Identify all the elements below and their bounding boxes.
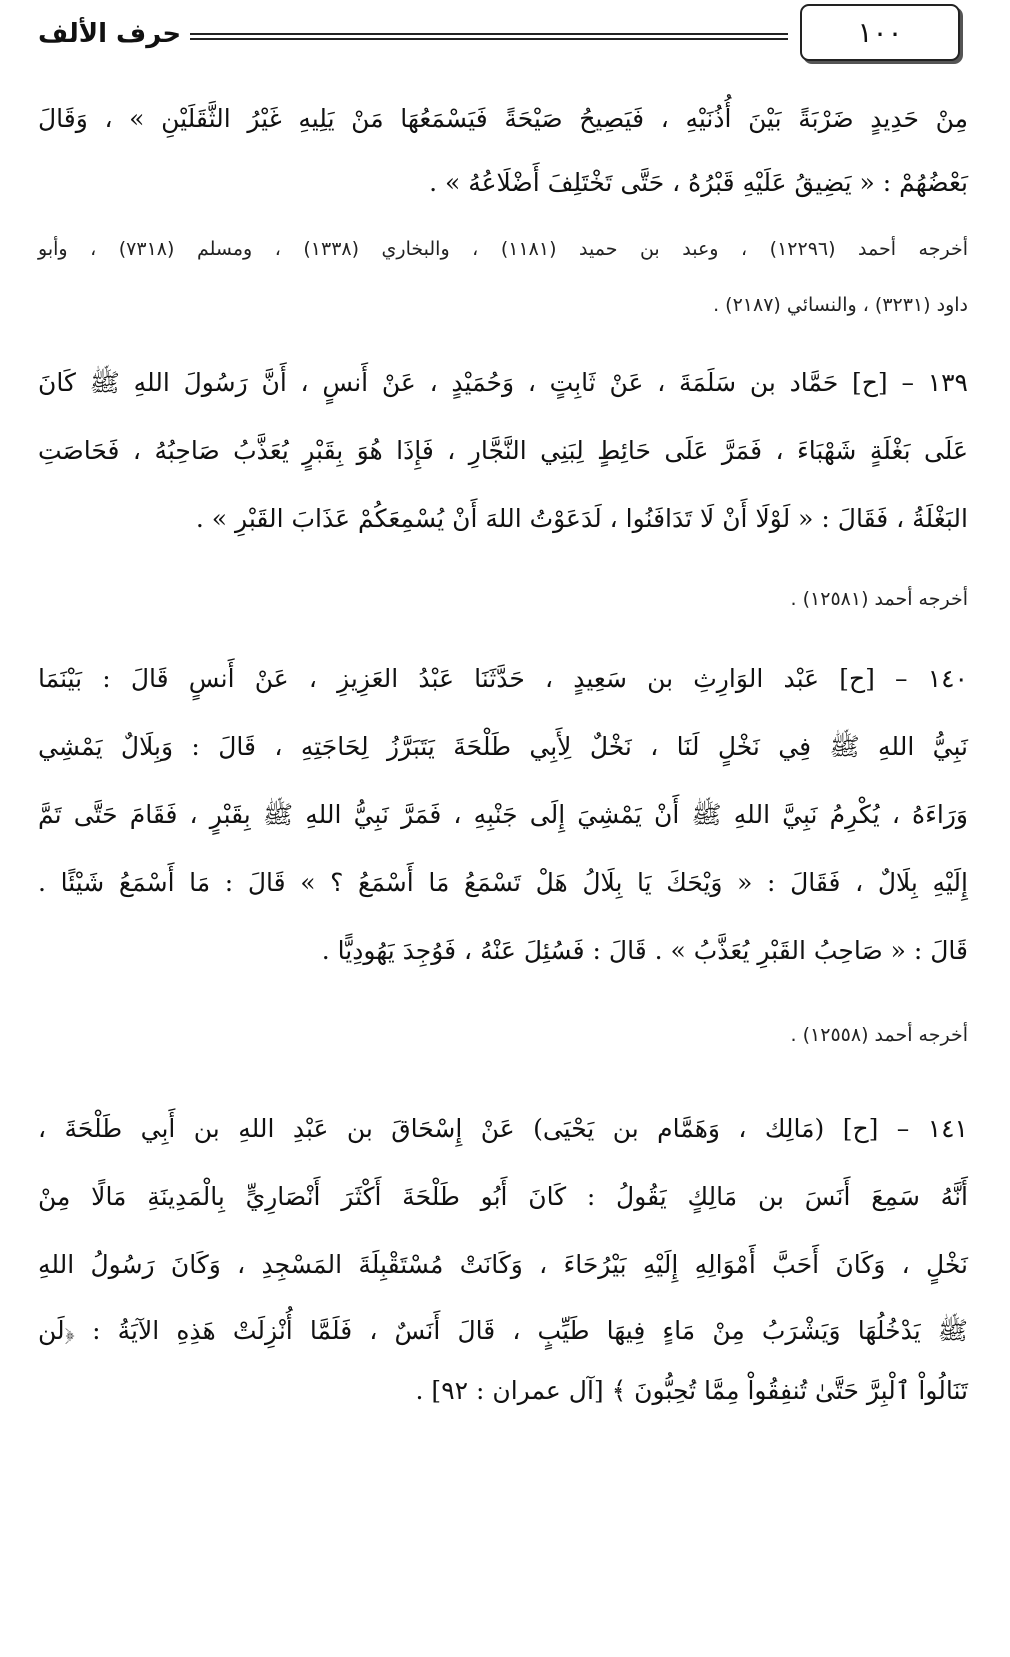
source-citation-line: داود (٣٢٣١) ، والنسائي (٢١٨٧) . [713,294,968,316]
hadith-140-line: إِلَيْهِ بِلَالٌ ، فَقَالَ : « وَيْحَكَ يَا بِلَالُ هَلْ تَسْمَعُ مَا أَسْمَعُ ؟ » قَالَ : مَا أَسْمَعُ شَيْئًا . [38,868,968,897]
chapter-title: حرف الألف [38,19,182,49]
hadith-141-line: تَنَالُواْ ٱلْبِرَّ حَتَّىٰ تُنفِقُواْ مِمَّا تُحِبُّونَ ﴾ [آل عمران : ٩٢] . [415,1376,968,1405]
hadith-140-line: وَرَاءَهُ ، يُكْرِمُ نَبِيَّ اللهِ ﷺ أَنْ يَمْشِيَ إِلَى جَنْبِهِ ، فَمَرَّ نَبِيُّ اللهِ ﷺ بِقَبْرٍ ، فَقَامَ حَتَّى تَمَّ [38,800,968,829]
hadith-141-line: نَخْلٍ ، وَكَانَ أَحَبَّ أَمْوَالِهِ إِلَيْهِ بَيْرُحَاءَ ، وَكَانَتْ مُسْتَقْبِلَةَ المَسْجِدِ ، وَكَانَ رَسُولُ اللهِ [38,1250,968,1279]
text-line: بَعْضُهُمْ : « يَضِيقُ عَلَيْهِ قَبْرُهُ ، حَتَّى تَخْتَلِفَ أَضْلَاعُهُ » . [429,168,968,197]
text-line: مِنْ حَدِيدٍ ضَرْبَةً بَيْنَ أُذُنَيْهِ ، فَيَصِيحُ صَيْحَةً فَيَسْمَعُهَا مَنْ يَلِيهِ غَيْرُ الثَّقَلَيْنِ » ، وَقَالَ [38,104,968,133]
hadith-139-line: البَغْلَةُ ، فَقَالَ : « لَوْلَا أَنْ لَا تَدَافَنُوا ، لَدَعَوْتُ اللهَ أَنْ يُسْمِعَكُمْ عَذَابَ القَبْرِ » . [195,504,968,533]
hadith-141-line: أَنَّهُ سَمِعَ أَنَسَ بن مَالِكٍ يَقُولُ : كَانَ أَبُو طَلْحَةَ أَكْثَرَ أَنْصَارِيٍّ بِالْمَدِينَةِ مَالًا مِنْ [38,1182,968,1211]
hadith-140-line: قَالَ : « صَاحِبُ القَبْرِ يُعَذَّبُ » . قَالَ : فَسُئِلَ عَنْهُ ، فَوُجِدَ يَهُودِيًّا . [321,936,968,965]
hadith-139-line: عَلَى بَغْلَةٍ شَهْبَاءَ ، فَمَرَّ عَلَى حَائِطٍ لِبَنِي النَّجَّارِ ، فَإِذَا هُوَ بِقَبْرٍ يُعَذَّبُ صَاحِبُهُ ، فَحَاصَتِ [38,436,968,465]
header-double-rule [190,33,788,40]
page-number: ١٠٠ [857,16,903,49]
page-number-box [800,4,960,61]
source-citation-line: أخرجه أحمد (١٢٢٩٦) ، وعبد بن حميد (١١٨١) ، والبخاري (١٣٣٨) ، ومسلم (٧٣١٨) ، وأبو [38,238,968,260]
source-citation-line: أخرجه أحمد (١٢٥٥٨) . [790,1024,968,1046]
hadith-140-line: نَبِيُّ اللهِ ﷺ فِي نَخْلٍ لَنَا ، نَخْلٌ لِأَبِي طَلْحَةَ يَتَبَرَّزُ لِحَاجَتِهِ ، قَالَ : وَبِلَالٌ يَمْشِي [38,732,968,761]
hadith-141-line: ١٤١ – [ح] (مَالِك ، وَهَمَّام بن يَحْيَى) عَنْ إِسْحَاقَ بن عَبْدِ اللهِ بن أَبِي طَلْحَةَ ، [38,1114,968,1143]
hadith-139-line: ١٣٩ – [ح] حَمَّاد بن سَلَمَةَ ، عَنْ ثَابِتٍ ، وَحُمَيْدٍ ، عَنْ أَنسٍ ، أَنَّ رَسُولَ اللهِ ﷺ كَانَ [38,368,968,397]
hadith-140-line: ١٤٠ – [ح] عَبْد الوَارِثِ بن سَعِيدٍ ، حَدَّثَنَا عَبْدُ العَزِيزِ ، عَنْ أَنسٍ قَالَ : بَيْنَمَا [38,664,968,693]
source-citation-line: أخرجه أحمد (١٢٥٨١) . [790,588,968,610]
hadith-141-line: ﷺ يَدْخُلُهَا وَيَشْرَبُ مِنْ مَاءٍ فِيهَا طَيِّبٍ ، قَالَ أَنَسٌ ، فَلَمَّا أُنْزِلَتْ هَذِهِ الآيَةُ : ﴿لَن [38,1316,968,1345]
